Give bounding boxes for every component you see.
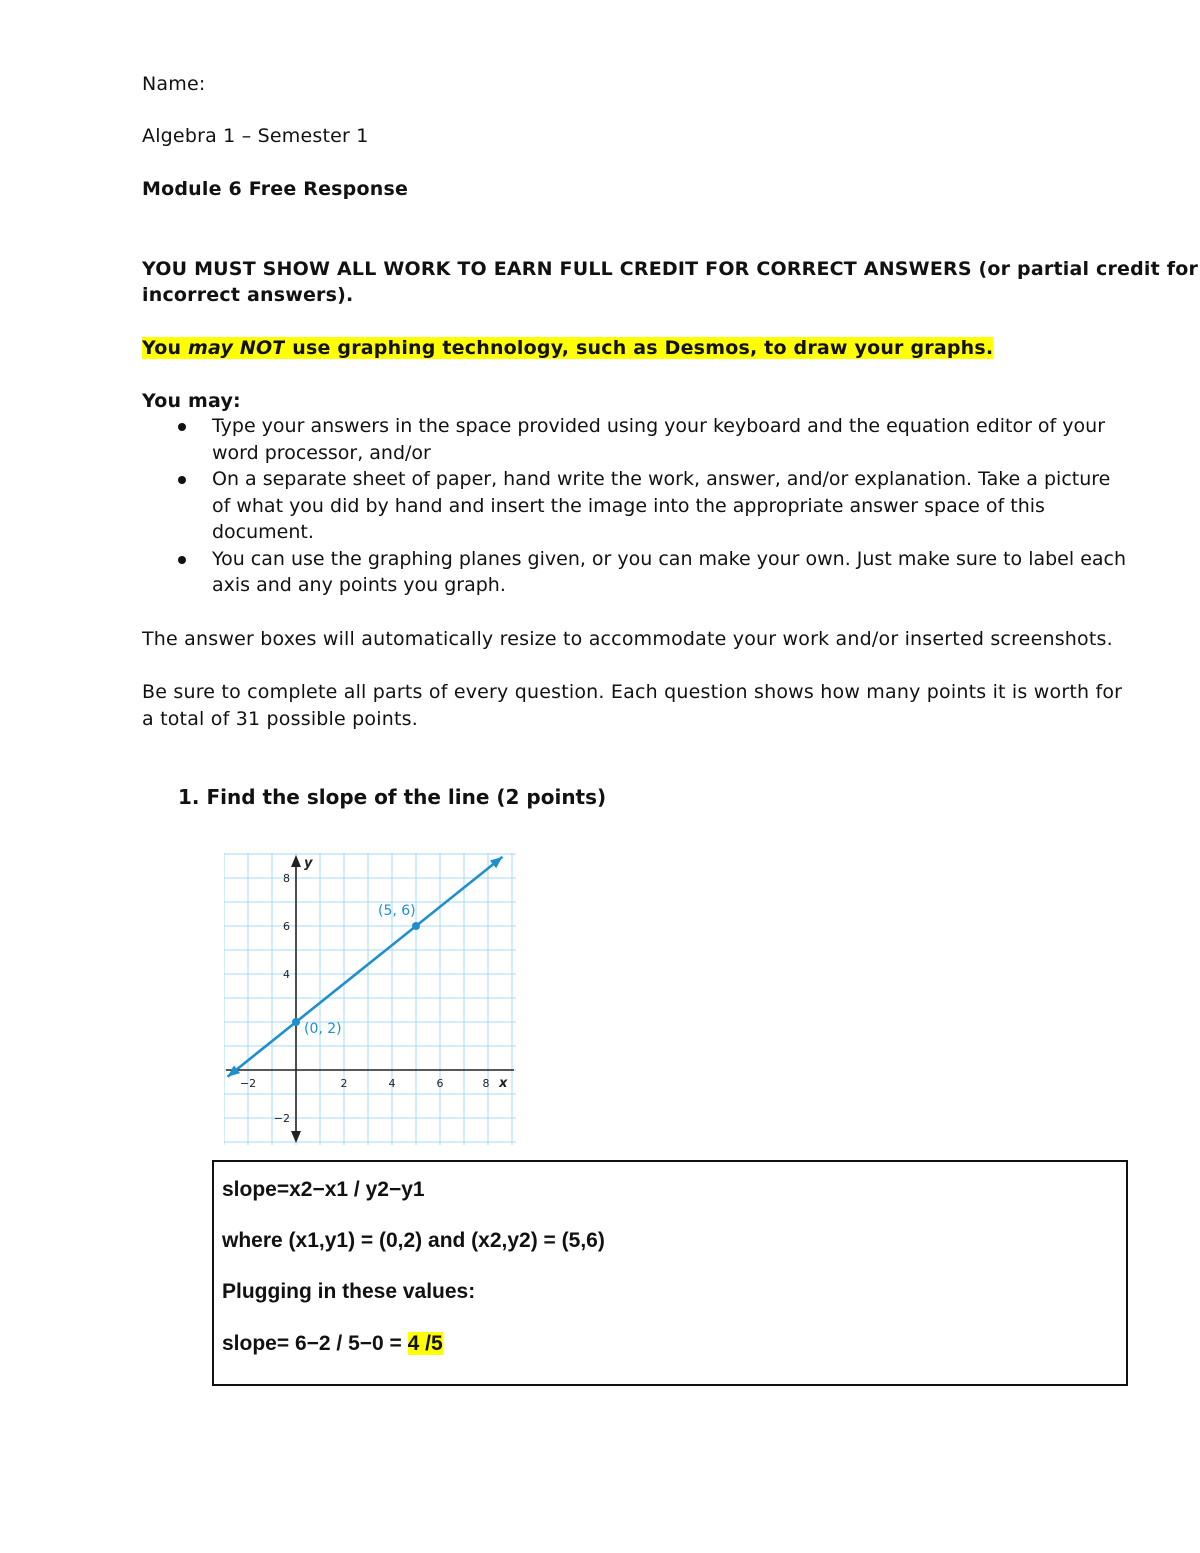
complete-note-line1: Be sure to complete all parts of every question. Each question shows how many points it is worth for [142,681,1123,703]
plotted-point [292,1018,300,1026]
y-axis-arrow-down-icon [291,1131,301,1143]
point-label-5-6: (5, 6) [378,903,416,919]
y-axis-label: y [304,856,313,871]
answer-result-line [222,1332,443,1356]
no-tech-suffix: use graphing technology, such as Desmos, to draw your graphs. [285,337,994,359]
show-work-instruction-line2: incorrect answers). [142,284,354,306]
list-item: You can use the graphing planes given, or you can make your own. Just make sure to label each axis and any points you graph. [142,546,1132,599]
answer-formula: slope=x2−x1 / y2−y1 [222,1178,425,1201]
answer-computation: slope= 6−2 / 5−0 = [222,1332,408,1355]
plotted-line [228,857,503,1077]
x-tick-label: 2 [340,1077,348,1090]
name-label: Name: [142,73,206,95]
show-work-instruction-line1: YOU MUST SHOW ALL WORK TO EARN FULL CREDIT FOR CORRECT ANSWERS (or partial credit for [142,258,1199,280]
question-1-title: 1. Find the slope of the line (2 points) [178,785,607,809]
x-tick-label: −2 [239,1077,257,1090]
module-title: Module 6 Free Response [142,178,409,200]
resize-note: The answer boxes will automatically resize to accommodate your work and/or inserted screenshots. [142,628,1113,650]
x-axis-label: x [499,1076,508,1091]
answer-box[interactable] [212,1160,1128,1386]
no-tech-prefix: You [142,337,189,359]
you-may-heading: You may: [142,390,241,412]
no-technology-note [142,337,993,359]
answer-points: where (x1,y1) = (0,2) and (x2,y2) = (5,6) [222,1229,605,1252]
x-tick-label: 8 [482,1077,490,1090]
graph-axes [226,855,514,1143]
y-tick-label: 4 [283,968,290,981]
list-item: On a separate sheet of paper, hand write the work, answer, and/or explanation. Take a picture of what you did by hand and insert the image into the appropriate answer space of this document. [142,466,1132,546]
options-list [142,413,1132,599]
no-tech-emphasis: may NOT [188,337,286,359]
y-tick-label: 8 [283,872,290,885]
graph-grid [224,853,516,1145]
course-title: Algebra 1 – Semester 1 [142,125,369,147]
list-item: Type your answers in the space provided using your keyboard and the equation editor of your word processor, and/or [142,413,1132,466]
x-tick-label: 4 [388,1077,396,1090]
y-tick-label: −2 [273,1112,290,1125]
y-axis-arrow-up-icon [291,855,301,867]
answer-highlighted-result: 4 /5 [407,1332,443,1355]
complete-note-line2: a total of 31 possible points. [142,708,418,730]
x-tick-label: 6 [436,1077,444,1090]
plotted-point [412,922,420,930]
y-tick-label: 6 [283,920,290,933]
plotted-line-group [228,857,503,1077]
point-label-0-2: (0, 2) [304,1021,342,1037]
answer-plugging: Plugging in these values: [222,1280,476,1303]
slope-graph [224,853,516,1145]
